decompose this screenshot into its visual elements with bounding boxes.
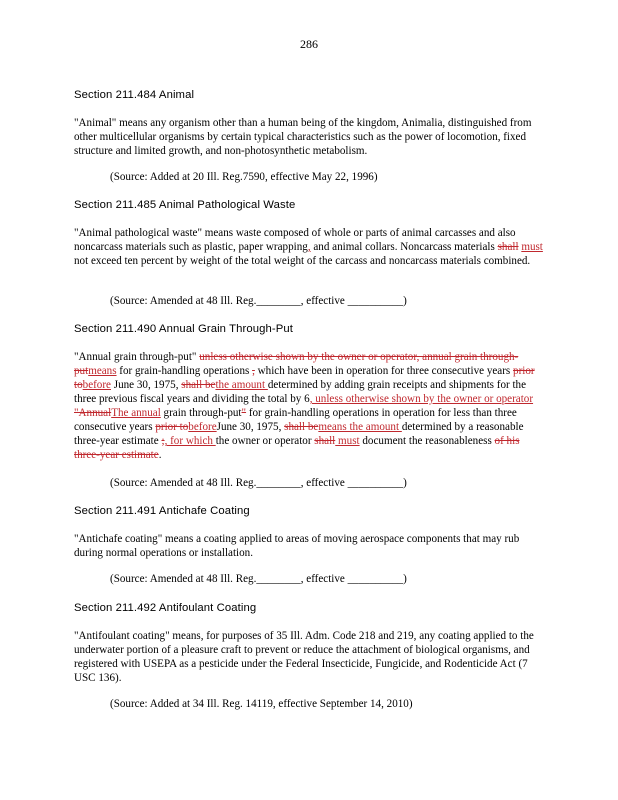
body-text: for grain-handling operations [116,365,253,377]
section-heading-211-491: Section 211.491 Antichafe Coating [74,505,250,517]
deleted-text: shall be [181,379,216,391]
inserted-text: before [82,379,111,391]
section-body-211-492 [74,629,544,685]
section-heading-211-485: Section 211.485 Animal Pathological Waste [74,199,296,211]
deleted-text: shall be [284,421,319,433]
source-note-211-491: (Source: Amended at 48 Ill. Reg.________, effective __________) [110,573,407,585]
source-note-211-484: (Source: Added at 20 Ill. Reg.7590, effective May 22, 1996) [110,171,378,183]
inserted-text: The annual [111,407,161,419]
body-text: for grain-handling operations in operation for less than three consecutive years [74,407,517,433]
section-body-211-491 [74,532,544,560]
inserted-text: must [335,435,360,447]
section-body-211-485 [74,226,544,268]
body-text: "Animal" means any organism other than a human being of the kingdom, Animalia, distinguished from other multicellular organisms by certain typical characteristics such as the power of locomotion, fixed structure and limited growth, and non-photosynthetic metabolism. [74,117,532,157]
inserted-text: , [307,241,311,253]
section-body-211-484 [74,116,544,158]
body-text: "Antichafe coating" means a coating applied to areas of moving aerospace components that may rub during normal operations or installation. [74,533,520,559]
body-text: grain through-put [160,407,242,419]
body-text: "Animal pathological waste" means waste composed of whole or parts of animal carcasses and also noncarcass materials such as plastic, paper wrapping [74,227,516,253]
section-heading-211-484: Section 211.484 Animal [74,89,195,101]
inserted-text: , unless otherwise shown by the owner or operator [309,393,534,405]
inserted-text: means the amount [318,421,402,433]
deleted-text: of his three-year estimate [74,435,520,461]
deleted-text: prior to [74,365,535,391]
body-text: "Antifoulant coating" means, for purposes of 35 Ill. Adm. Code 218 and 219, any coating applied to the underwater portion of a pleasure craft to prevent or reduce the attachment of biological organisms, and registered with USEPA as a pesticide under the Federal Insecticide, Fungicide, and Rodenticide Act (7 USC 136). [74,630,534,684]
body-text: "Annual grain through-put" [74,351,200,363]
deleted-text: shall [314,435,336,447]
body-text: determined by adding grain receipts and shipments for the three previous fiscal years and dividing the total by 6 [74,379,527,405]
source-note-211-490: (Source: Amended at 48 Ill. Reg.________, effective __________) [110,477,407,489]
inserted-text: the amount [215,379,268,391]
source-note-211-485: (Source: Amended at 48 Ill. Reg.________, effective __________) [110,295,407,307]
deleted-text: unless otherwise shown by the owner or operator, annual grain through-put [74,351,519,377]
deleted-text: prior to [155,421,189,433]
inserted-text: before [188,421,217,433]
deleted-text: " [241,407,247,419]
body-text: document the reasonableness [359,435,495,447]
inserted-text: must [521,241,543,253]
body-text: determined by a reasonable three-year estimate [74,421,524,447]
body-text: June 30, 1975, [216,421,285,433]
body-text: which have been in operation for three consecutive years [254,365,514,377]
deleted-text: "Annual [74,407,112,419]
body-text: . [158,449,162,461]
body-text: not exceed ten percent by weight of the total weight of the carcass and noncarcass materials combined. [74,255,531,267]
deleted-text: , [252,365,255,377]
section-heading-211-490: Section 211.490 Annual Grain Through-Put [74,323,293,335]
body-text: the owner or operator [215,435,315,447]
inserted-text: means [88,365,117,377]
section-body-211-490 [74,350,544,462]
body-text: June 30, 1975, [110,379,182,391]
deleted-text: shall [497,241,519,253]
inserted-text: , for which [164,435,216,447]
section-heading-211-492: Section 211.492 Antifoulant Coating [74,602,257,614]
page-number: 286 [300,37,318,51]
source-note-211-492: (Source: Added at 34 Ill. Reg. 14119, effective September 14, 2010) [110,698,413,710]
deleted-text: ; [161,435,165,447]
body-text: and animal collars. Noncarcass materials [310,241,498,253]
